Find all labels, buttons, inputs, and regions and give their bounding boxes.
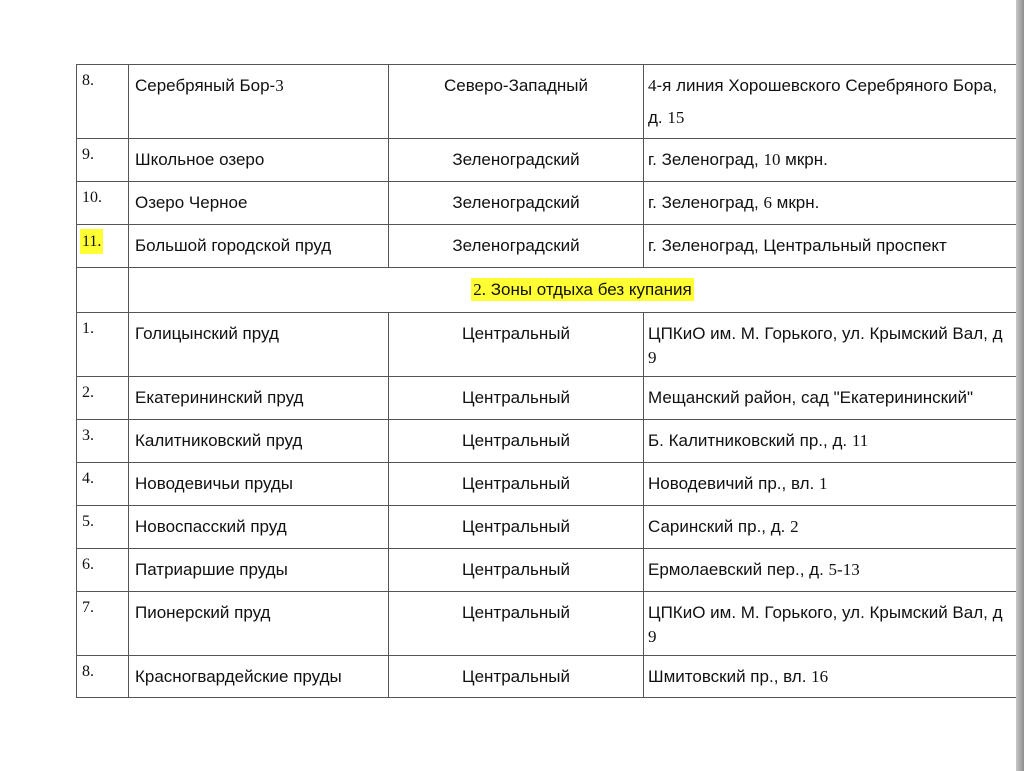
zone-name: Пионерский пруд (135, 603, 271, 622)
district-cell (389, 549, 644, 592)
zone-name: Новодевичьи пруды (135, 474, 294, 493)
table-row (77, 592, 1017, 656)
row-number-cell (77, 656, 129, 698)
name-cell (129, 313, 389, 377)
address-cell (644, 65, 1017, 139)
name-cell (129, 225, 389, 268)
section-title-cell (129, 268, 1017, 313)
name-cell (129, 463, 389, 506)
name-cell (129, 656, 389, 698)
row-number: 4. (82, 470, 94, 487)
address-cell (644, 592, 1017, 656)
name-cell (129, 506, 389, 549)
row-number-cell (77, 313, 129, 377)
section-title: 2. Зоны отдыха без купания (473, 280, 692, 299)
name-cell (129, 592, 389, 656)
page-edge-shadow (1016, 0, 1024, 771)
table-row (77, 463, 1017, 506)
row-number-cell (77, 65, 129, 139)
row-number-highlighted: 11. (80, 229, 103, 254)
row-number-cell (77, 225, 129, 268)
address: Саринский пр., д. 2 (648, 517, 799, 536)
zone-name: Голицынский пруд (135, 324, 279, 343)
row-number: 10. (82, 189, 102, 206)
district: Центральный (462, 474, 570, 493)
address: Мещанский район, сад "Екатерининский" (648, 388, 974, 407)
address: 4-я линия Хорошевского Серебряного Бора, д. 15 (648, 76, 998, 127)
zone-name: Озеро Черное (135, 193, 248, 212)
row-number-cell (77, 549, 129, 592)
address: Шмитовский пр., вл. 16 (648, 667, 829, 686)
table-row (77, 182, 1017, 225)
address: Б. Калитниковский пр., д. 11 (648, 431, 869, 450)
row-number: 2. (82, 384, 94, 401)
row-number-cell (77, 420, 129, 463)
district: Центральный (462, 667, 570, 686)
name-cell (129, 549, 389, 592)
district-cell (389, 377, 644, 420)
name-cell (129, 65, 389, 139)
row-number-cell (77, 506, 129, 549)
zone-name: Большой городской пруд (135, 236, 332, 255)
address-cell (644, 313, 1017, 377)
row-number-cell (77, 463, 129, 506)
district-cell (389, 420, 644, 463)
zone-name: Серебряный Бор-3 (135, 76, 284, 95)
address: Ермолаевский пер., д. 5-13 (648, 560, 860, 579)
row-number-cell (77, 377, 129, 420)
row-number: 8. (82, 663, 94, 680)
district-cell (389, 506, 644, 549)
address-cell (644, 182, 1017, 225)
address-cell (644, 377, 1017, 420)
district-cell (389, 463, 644, 506)
address-cell (644, 139, 1017, 182)
address-cell (644, 420, 1017, 463)
district-cell (389, 139, 644, 182)
row-number: 6. (82, 556, 94, 573)
district-cell (389, 592, 644, 656)
section-header-row (77, 268, 1017, 313)
row-number-cell (77, 139, 129, 182)
table-row (77, 420, 1017, 463)
address: ЦПКиО им. М. Горького, ул. Крымский Вал, д 9 (648, 603, 1003, 646)
address-cell (644, 463, 1017, 506)
address-cell (644, 549, 1017, 592)
table-row (77, 377, 1017, 420)
row-number: 7. (82, 599, 94, 616)
district: Северо-Западный (443, 76, 588, 95)
district: Центральный (462, 324, 570, 343)
district: Центральный (462, 603, 570, 622)
address-cell (644, 225, 1017, 268)
zones-table (76, 64, 1016, 698)
zone-name: Патриаршие пруды (135, 560, 288, 579)
address: г. Зеленоград, 6 мкрн. (648, 193, 820, 212)
zone-name: Екатерининский пруд (135, 388, 304, 407)
table-row (77, 313, 1017, 377)
district-cell (389, 182, 644, 225)
district: Зеленоградский (452, 236, 580, 255)
row-number: 5. (82, 513, 94, 530)
address: г. Зеленоград, 10 мкрн. (648, 150, 828, 169)
zone-name: Школьное озеро (135, 150, 265, 169)
name-cell (129, 139, 389, 182)
district-cell (389, 65, 644, 139)
row-number-cell (77, 592, 129, 656)
district-cell (389, 313, 644, 377)
district: Центральный (462, 517, 570, 536)
table-row (77, 225, 1017, 268)
zone-name: Красногвардейские пруды (135, 667, 342, 686)
zone-name: Новоспасский пруд (135, 517, 287, 536)
address: г. Зеленоград, Центральный проспект (648, 236, 947, 255)
address-cell (644, 506, 1017, 549)
name-cell (129, 182, 389, 225)
address: ЦПКиО им. М. Горького, ул. Крымский Вал, д 9 (648, 324, 1003, 367)
district: Зеленоградский (452, 193, 580, 212)
table-row (77, 549, 1017, 592)
table-row (77, 139, 1017, 182)
name-cell (129, 420, 389, 463)
row-number: 8. (82, 72, 94, 89)
table-row (77, 506, 1017, 549)
district: Центральный (462, 388, 570, 407)
district-cell (389, 656, 644, 698)
district: Центральный (462, 431, 570, 450)
row-number: 3. (82, 427, 94, 444)
row-number-cell (77, 182, 129, 225)
district-cell (389, 225, 644, 268)
table-row (77, 656, 1017, 698)
row-number: 9. (82, 146, 94, 163)
table-row (77, 65, 1017, 139)
address-cell (644, 656, 1017, 698)
address: Новодевичий пр., вл. 1 (648, 474, 828, 493)
row-number: 1. (82, 320, 94, 337)
section-empty-cell (77, 268, 129, 313)
district: Центральный (462, 560, 570, 579)
district: Зеленоградский (452, 150, 580, 169)
name-cell (129, 377, 389, 420)
zone-name: Калитниковский пруд (135, 431, 303, 450)
